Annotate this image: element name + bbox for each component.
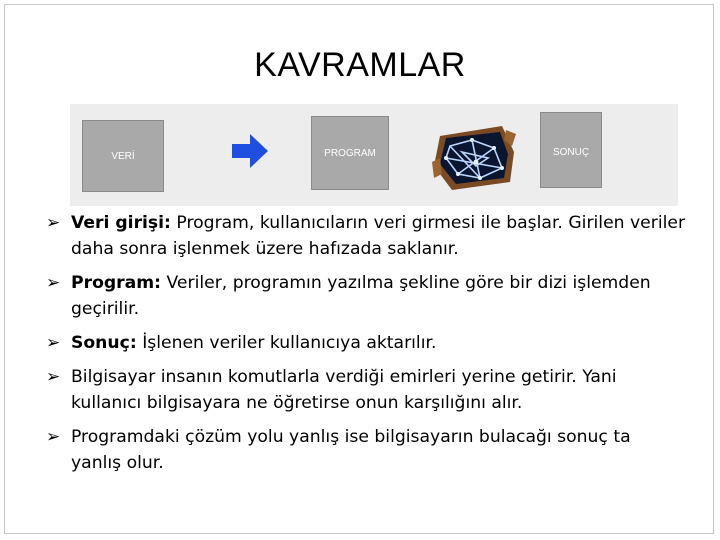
bullet-text: Bilgisayar insanın komutlarla verdiği emirleri yerine getirir. Yani kullanıcı bilgisayara ne öğretirse onun karşılığını alır. [71, 367, 617, 413]
list-item [46, 210, 686, 262]
slide-title: KAVRAMLAR [254, 46, 466, 84]
bullet-term: Program: [71, 273, 162, 293]
list-item [46, 270, 686, 322]
output-box [540, 112, 602, 188]
bullet-list [46, 210, 686, 484]
arrow-bullet-icon: ➢ [46, 427, 61, 447]
arrow-bullet-icon: ➢ [46, 367, 61, 387]
program-box [311, 116, 389, 190]
bullet-text: Veriler, programın yazılma şekline göre bir dizi işlemden geçirilir. [71, 273, 651, 319]
program-box-label: PROGRAM [324, 147, 376, 159]
list-item [46, 424, 686, 476]
bullet-term: Veri girişi: [71, 213, 171, 233]
bullet-term: Sonuç: [71, 333, 137, 353]
arrow-bullet-icon: ➢ [46, 333, 61, 353]
network-image-icon [432, 122, 518, 194]
output-box-label: SONUÇ [552, 147, 590, 158]
list-item [46, 330, 686, 356]
input-box [82, 120, 164, 192]
arrow-bullet-icon: ➢ [46, 273, 61, 293]
arrow-bullet-icon: ➢ [46, 213, 61, 233]
process-diagram [70, 104, 678, 206]
bullet-text: İşlenen veriler kullanıcıya aktarılır. [136, 333, 437, 353]
input-box-label: VERİ [111, 150, 135, 162]
bullet-text: Programdaki çözüm yolu yanlış ise bilgisayarın bulacağı sonuç ta yanlış olur. [71, 427, 631, 473]
list-item [46, 364, 686, 416]
bullet-text: Program, kullanıcıların veri girmesi ile başlar. Girilen veriler daha sonra işlenmek üzere hafızada saklanır. [71, 213, 686, 259]
right-arrow-icon [232, 134, 268, 168]
